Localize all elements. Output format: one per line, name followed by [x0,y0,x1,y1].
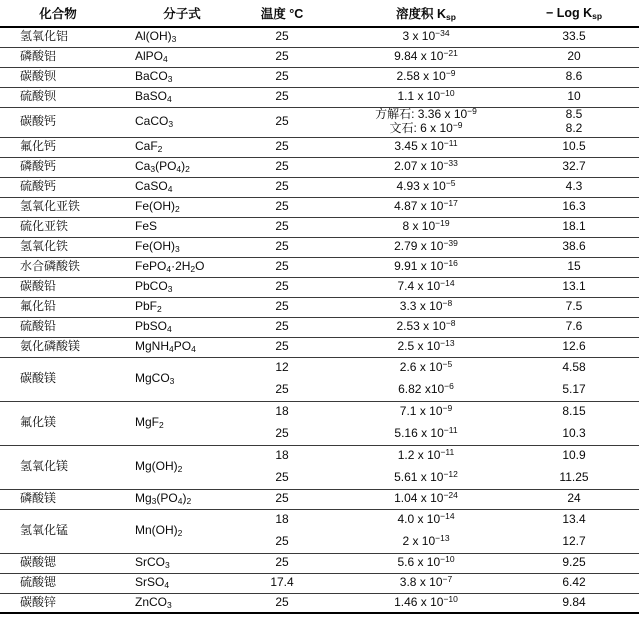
temperature-cell: 25 [246,317,318,337]
formula-cell: $MgNH_4PO_4$ [130,337,246,357]
neg-log-ksp-cell: 10.9 [534,445,639,467]
ksp-value-cell: 7.4 x $10^{-14}$ [318,277,534,297]
ksp-value-cell: 1.1 x $10^{-10}$ [318,87,534,107]
formula-cell: SrCO$_3$ [130,553,246,573]
table-header [0,0,639,27]
temperature-cell: 17.4 [246,573,318,593]
table-row [0,257,639,277]
neg-log-ksp-cell: 10.5 [534,137,639,157]
neg-log-ksp-cell: 10.3 [562,425,586,440]
temperature-cell: 25 [246,337,318,357]
table-row [0,445,639,467]
ksp-value-cell: 9.91 x $10^{-16}$ [318,257,534,277]
neg-log-ksp-cell: 7.6 [534,317,639,337]
formula-cell: AlPO$_4$ [130,47,246,67]
header-temperature: 温度 °C [246,0,318,27]
formula-cell: $Ca_3(PO_4)_2$ [130,157,246,177]
table-row [0,593,639,613]
compound-name-cell: 碳酸锶 [0,553,130,573]
table-row [0,67,639,87]
temperature-cell: 25 [246,27,318,47]
temperature-cell: 25 [246,67,318,87]
formula-cell: PbF$_2$ [130,297,246,317]
ksp-value-cell: 3 x $10^{-34}$ [318,27,534,47]
compound-name-cell: 氟化钙 [0,137,130,157]
ksp-value-cell: 3.45 x $10^{-11}$ [318,137,534,157]
temperature-cell: 25 [246,137,318,157]
temperature-cell: 25 [246,553,318,573]
table-row [0,277,639,297]
ksp-value-cell: 1.46 x $10^{-10}$ [318,593,534,613]
neg-log-ksp-cell: 4.3 [534,177,639,197]
temperature-cell: 25 [246,107,318,137]
formula-cell: SrSO$_4$ [130,573,246,593]
table-row [0,573,639,593]
ksp-value-cell: 7.1 x $10^{-9}$ [318,401,534,423]
compound-name-cell: 氟化镁 [0,401,130,445]
ksp-value-cell: 文石: 6 x $10^{-9}$ [389,120,463,136]
formula-cell: CaF$_2$ [130,137,246,157]
table-row [0,297,639,317]
table-row [0,137,639,157]
compound-name-cell: 氢氧化镁 [0,445,130,489]
neg-log-ksp-cell: 38.6 [534,237,639,257]
neg-log-ksp-cell: 13.1 [534,277,639,297]
compound-name-cell: 氢氧化锰 [0,509,130,553]
compound-name-cell: 氟化铅 [0,297,130,317]
ksp-value-cell: 3.3 x $10^{-8}$ [318,297,534,317]
ksp-value-cell: 3.8 x $10^{-7}$ [318,573,534,593]
temperature-cell: 25 [246,237,318,257]
temperature-cell: 18 [246,401,318,423]
temperature-cell: 18 [246,509,318,531]
ksp-value-cell: 6.82 $x10^{-6}$ [398,380,454,396]
neg-log-ksp-cell: 11.25 [559,469,589,484]
table-row [0,47,639,67]
temperature-cell: 25 [275,425,289,440]
temperature-cell: 25 [246,297,318,317]
formula-cell: $Fe(OH)_2$ [130,197,246,217]
temperature-cell: 12 [246,357,318,379]
temperature-cell: 25 [246,489,318,509]
ksp-value-cell: 2.5 x $10^{-13}$ [318,337,534,357]
neg-log-ksp-cell: 7.5 [534,297,639,317]
header-ksp: 溶度积 $K_{sp}$ [318,0,534,27]
ksp-value-cell: 2.58 x $10^{-9}$ [318,67,534,87]
compound-name-cell: 碳酸锌 [0,593,130,613]
compound-name-cell: 碳酸钡 [0,67,130,87]
ksp-value-cell: 4.93 x $10^{-5}$ [318,177,534,197]
header-row [0,0,639,27]
temperature-cell: 25 [246,197,318,217]
formula-cell: MgF$_2$ [130,401,246,445]
ksp-value-cell: 2.79 x $10^{-39}$ [318,237,534,257]
temperature-cell: 25 [246,157,318,177]
formula-cell: BaCO$_3$ [130,67,246,87]
ksp-value-cell: 5.16 x $10^{-11}$ [394,424,458,440]
table-row [0,237,639,257]
table-body [0,27,639,613]
neg-log-ksp-cell: 9.84 [534,593,639,613]
header-formula: 分子式 [130,0,246,27]
ksp-value-cell: 1.04 x $10^{-24}$ [318,489,534,509]
compound-name-cell: 硫酸锶 [0,573,130,593]
temperature-cell: 25 [246,593,318,613]
neg-log-ksp-cell: 18.1 [534,217,639,237]
ksp-value-cell: 2.53 x $10^{-8}$ [318,317,534,337]
table-row [0,27,639,47]
temperature-cell: 18 [246,445,318,467]
neg-log-ksp-cell: 8.15 [534,401,639,423]
neg-log-ksp-cell: 10 [534,87,639,107]
table-row [0,401,639,423]
ksp-value-cell: 1.2 x $10^{-11}$ [318,445,534,467]
compound-name-cell: 硫酸钡 [0,87,130,107]
neg-log-ksp-cell: 12.6 [534,337,639,357]
formula-cell: CaSO$_4$ [130,177,246,197]
temperature-cell: 25 [246,177,318,197]
header-compound: 化合物 [0,0,130,27]
ksp-value-cell: 2.6 x $10^{-5}$ [318,357,534,379]
compound-name-cell: 磷酸铝 [0,47,130,67]
table-row [0,157,639,177]
neg-log-ksp-cell: 4.58 [534,357,639,379]
formula-cell: CaCO$_3$ [130,107,246,137]
compound-name-cell: 水合磷酸铁 [0,257,130,277]
compound-name-cell: 氢氧化铁 [0,237,130,257]
table-row [0,87,639,107]
ksp-value-cell: 4.0 x $10^{-14}$ [318,509,534,531]
formula-cell: BaSO$_4$ [130,87,246,107]
compound-name-cell: 硫化亚铁 [0,217,130,237]
neg-log-ksp-cell: 6.42 [534,573,639,593]
formula-cell: $Mg(OH)_2$ [130,445,246,489]
neg-log-ksp-cell: 5.17 [562,381,586,396]
formula-cell: $Fe(OH)_3$ [130,237,246,257]
compound-name-cell: 硫酸钙 [0,177,130,197]
neg-log-ksp-cell: 15 [534,257,639,277]
table-row [0,337,639,357]
ksp-value-cell: 2.07 x $10^{-33}$ [318,157,534,177]
ksp-value-cell: 9.84 x $10^{-21}$ [318,47,534,67]
temperature-cell: 25 [246,277,318,297]
compound-name-cell: 氨化磷酸镁 [0,337,130,357]
header-neg-log-ksp: − Log $K_{sp}$ [534,0,639,27]
formula-cell: MgCO$_3$ [130,357,246,401]
neg-log-ksp-cell: 32.7 [534,157,639,177]
neg-log-ksp-cell: 8.6 [534,67,639,87]
ksp-value-cell: 5.61 x $10^{-12}$ [394,468,458,484]
formula-cell: $Mn(OH)_2$ [130,509,246,553]
neg-log-ksp-cell: 9.25 [534,553,639,573]
neg-log-ksp-cell: 13.4 [534,509,639,531]
compound-name-cell: 碳酸钙 [0,107,130,137]
compound-name-cell: 硫酸铅 [0,317,130,337]
temperature-cell: 25 [275,533,289,548]
temperature-cell: 25 [275,469,289,484]
compound-name-cell: 碳酸铅 [0,277,130,297]
compound-name-cell: 氢氧化亚铁 [0,197,130,217]
temperature-cell: 25 [246,87,318,107]
compound-name-cell: 磷酸镁 [0,489,130,509]
neg-log-ksp-cell: 33.5 [534,27,639,47]
formula-cell: PbCO$_3$ [130,277,246,297]
temperature-cell: 25 [246,47,318,67]
formula-cell: PbSO$_4$ [130,317,246,337]
neg-log-ksp-cell: 8.2 [565,121,583,136]
table-row [0,177,639,197]
table-row [0,489,639,509]
ksp-value-cell: 8 x $10^{-19}$ [318,217,534,237]
compound-name-cell: 氢氧化铝 [0,27,130,47]
temperature-cell: 25 [246,217,318,237]
table-row [0,509,639,531]
neg-log-ksp-cell: 8.5 [534,107,639,122]
ksp-value-cell: 5.6 x $10^{-10}$ [318,553,534,573]
formula-cell: FeS [130,217,246,237]
neg-log-ksp-cell: 16.3 [534,197,639,217]
ksp-value-cell: 4.87 x $10^{-17}$ [318,197,534,217]
table-row [0,553,639,573]
formula-cell: $Mg_3(PO_4)_2$ [130,489,246,509]
formula-cell: $Al(OH)_3$ [130,27,246,47]
temperature-cell: 25 [246,257,318,277]
table-row [0,107,639,122]
table-row [0,317,639,337]
formula-cell: ZnCO$_3$ [130,593,246,613]
ksp-value-cell: 2 x $10^{-13}$ [402,532,450,548]
formula-cell: $FePO_4\cdot 2H_2O$ [130,257,246,277]
compound-name-cell: 磷酸钙 [0,157,130,177]
neg-log-ksp-cell: 12.7 [562,533,586,548]
table-row [0,357,639,379]
ksp-value-cell: 方解石: 3.36 x $10^{-9}$ [318,107,534,122]
table-row [0,197,639,217]
table-row [0,217,639,237]
neg-log-ksp-cell: 20 [534,47,639,67]
compound-name-cell: 碳酸镁 [0,357,130,401]
neg-log-ksp-cell: 24 [534,489,639,509]
temperature-cell: 25 [275,381,289,396]
